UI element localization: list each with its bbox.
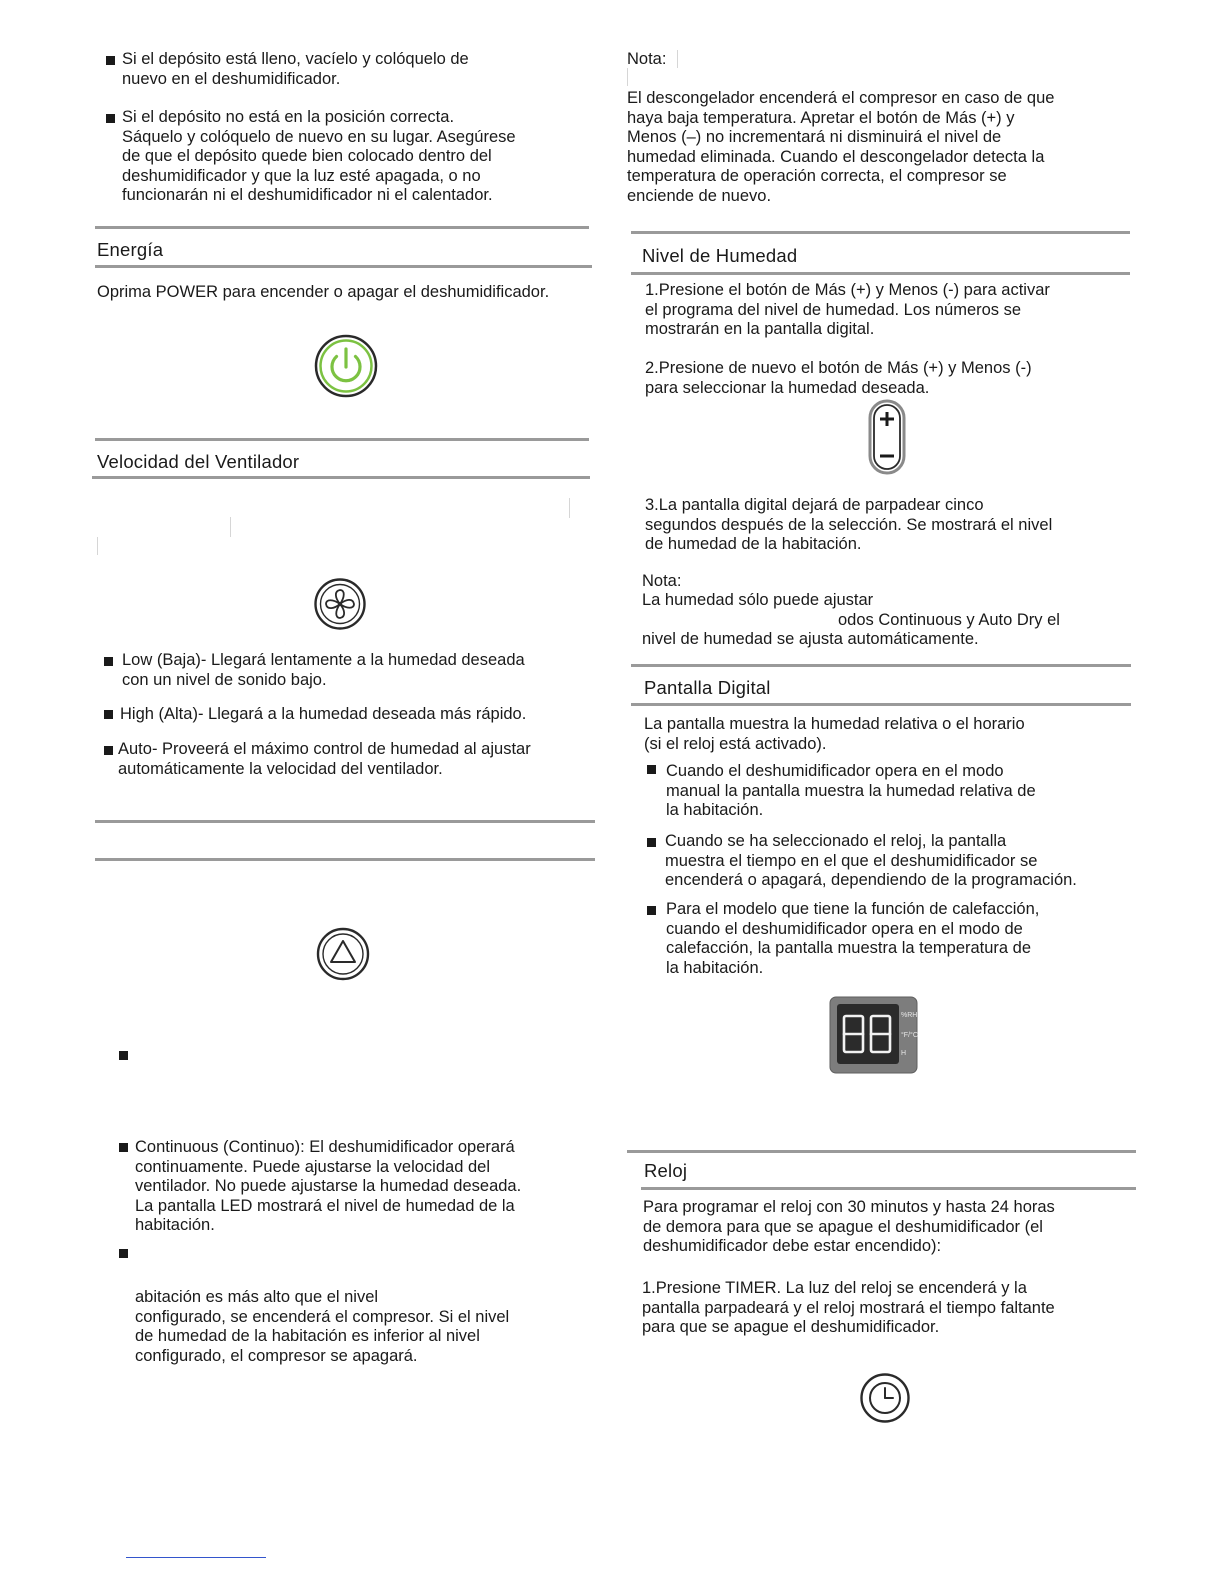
humedad-nota-line-1: La humedad sólo puede ajustar — [642, 591, 874, 609]
clock-icon — [860, 1373, 910, 1423]
section-rule — [631, 703, 1131, 706]
bullet-square — [647, 906, 656, 915]
text-cursor-mark — [569, 498, 570, 518]
section-rule — [631, 664, 1131, 667]
bullet-square — [104, 657, 113, 666]
bullet-square — [119, 1143, 128, 1152]
section-title-pantalla: Pantalla Digital — [644, 677, 771, 698]
section-rule — [641, 1187, 1136, 1190]
display-label-hour: H — [901, 1050, 907, 1057]
text-cursor-mark — [97, 537, 98, 555]
reloj-step-1: 1.Presione TIMER. La luz del reloj se encenderá y la pantalla parpadeará y el reloj mostrará el tiempo faltante para que se apague el deshumidificador. — [642, 1279, 1055, 1337]
bullet-text: Si el depósito no está en la posición correcta. Sáquelo y colóquelo de nuevo en su lugar. Asegúrese de que el depósito quede bien colocado dentro del deshumidificador y que la luz esté apagada, o no funcionarán ni el deshumidificador ni el calentador. — [122, 108, 516, 205]
energia-text: Oprima POWER para encender o apagar el deshumidificador. — [97, 283, 550, 301]
bullet-text: Para el modelo que tiene la función de calefacción, cuando el deshumidificador opera en el modo de calefacción, la pantalla muestra la temperatura de la habitación. — [666, 900, 1040, 977]
section-rule — [627, 1150, 1136, 1153]
bullet-square — [647, 838, 656, 847]
bullet-text: Cuando se ha seleccionado el reloj, la pantalla muestra el tiempo en el que el deshumidificador se encenderá o apagará, dependiendo de la programación. — [665, 832, 1077, 890]
humedad-nota-line-3: nivel de humedad se ajusta automáticamente. — [642, 630, 979, 648]
bullet-text: Cuando el deshumidificador opera en el modo manual la pantalla muestra la humedad relativa de la habitación. — [666, 762, 1036, 820]
fan-icon — [314, 578, 366, 630]
text-cursor-mark — [627, 68, 628, 86]
bullet-text: Si el depósito está lleno, vacíelo y colóquelo de nuevo en el deshumidificador. — [122, 50, 469, 88]
section-title-ventilador: Velocidad del Ventilador — [97, 451, 300, 472]
section-rule — [95, 265, 592, 268]
text-cursor-mark — [230, 517, 231, 537]
section-title-humedad: Nivel de Humedad — [642, 245, 798, 266]
humedad-step-1: 1.Presione el botón de Más (+) y Menos (-) para activar el programa del nivel de humedad. Los números se mostrarán en la pantalla digital. — [645, 281, 1050, 339]
section-rule — [631, 272, 1130, 275]
bullet-square — [106, 56, 115, 65]
bullet-square — [647, 765, 656, 774]
power-icon — [314, 334, 378, 398]
section-rule — [95, 858, 595, 861]
section-rule — [92, 476, 590, 479]
section-title-reloj: Reloj — [644, 1160, 688, 1181]
pantalla-intro: La pantalla muestra la humedad relativa o el horario (si el reloj está activado). — [644, 715, 1025, 753]
bullet-text: Auto- Proveerá el máximo control de humedad al ajustar automáticamente la velocidad del ventilador. — [118, 740, 531, 778]
display-label-temp: °F/°C — [901, 1032, 918, 1039]
humedad-nota-line-2: odos Continuous y Auto Dry el — [838, 611, 1060, 629]
bullet-text: High (Alta)- Llegará a la humedad deseada más rápido. — [120, 705, 527, 723]
bullet-text: Continuous (Continuo): El deshumidificador operará continuamente. Puede ajustarse la velocidad del ventilador. No puede ajustarse la humedad deseada. La pantalla LED mostrará el nivel de humedad de la habitación. — [135, 1138, 522, 1235]
display-label-rh: %RH — [901, 1012, 918, 1019]
section-rule — [95, 226, 589, 229]
humedad-nota-label: Nota: — [642, 572, 682, 590]
bullet-square — [104, 746, 113, 755]
section-rule — [95, 438, 589, 441]
mode-triangle-icon — [316, 927, 370, 981]
plus-minus-button-icon — [868, 399, 906, 475]
nota-text: El descongelador encenderá el compresor en caso de que haya baja temperatura. Apretar el botón de Más (+) y Menos (–) no incrementará ni disminuirá el nivel de humedad eliminada. Cuando el descongelador detecta la temperatura de operación correcta, el compresor se enciende de nuevo. — [627, 89, 1055, 205]
humedad-step-2: 2.Presione de nuevo el botón de Más (+) y Menos (-) para seleccionar la humedad deseada. — [645, 359, 1032, 397]
section-rule — [95, 820, 595, 823]
bullet-square — [119, 1051, 128, 1060]
nota-label: Nota: — [627, 50, 667, 68]
display-digits — [829, 996, 830, 997]
bullet-square — [119, 1249, 128, 1258]
digital-display-icon — [829, 996, 918, 1074]
bullet-text: abitación es más alto que el nivel configurado, se encenderá el compresor. Si el nivel de humedad de la habitación es inferior al nivel configurado, el compresor se apagará. — [135, 1288, 510, 1365]
reloj-intro: Para programar el reloj con 30 minutos y hasta 24 horas de demora para que se apague el deshumidificador (el deshumidificador debe estar encendido): — [643, 1198, 1055, 1256]
bullet-square — [104, 710, 113, 719]
text-cursor-mark — [677, 50, 678, 68]
section-rule — [631, 231, 1130, 234]
bullet-text: Low (Baja)- Llegará lentamente a la humedad deseada con un nivel de sonido bajo. — [122, 651, 525, 689]
humedad-step-3: 3.La pantalla digital dejará de parpadear cinco segundos después de la selección. Se mostrará el nivel de humedad de la habitación. — [645, 496, 1053, 554]
section-title-energia: Energía — [97, 239, 164, 260]
bullet-square — [106, 114, 115, 123]
footer-link-underline — [126, 1557, 266, 1558]
